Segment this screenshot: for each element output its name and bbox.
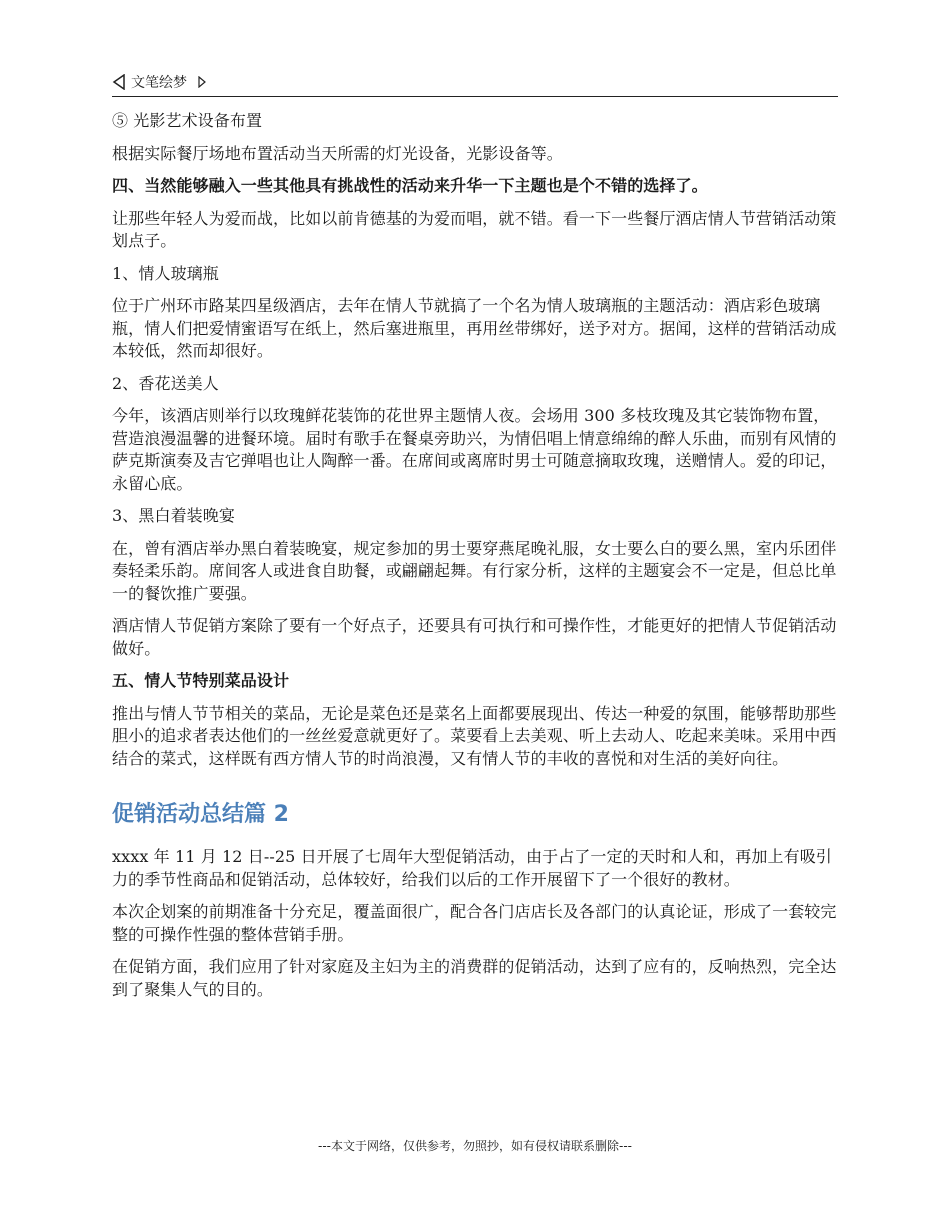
paragraph: xxxx 年 11 月 12 日--25 日开展了七周年大型促销活动，由于占了一定的天时和人和，再加上有吸引力的季节性商品和促销活动，总体较好，给我们以后的工作开展留下了一个很好的教材。	[112, 847, 832, 889]
paragraph: 本次企划案的前期准备十分充足，覆盖面很广，配合各门店店长及各部门的认真论证，形成了一套较完整的可操作性强的整体营销手册。	[112, 902, 837, 944]
paragraph: 根据实际餐厅场地布置活动当天所需的灯光设备，光影设备等。	[112, 143, 563, 163]
right-triangle-icon	[197, 76, 207, 88]
section-heading: 五、情人节特别菜品设计	[112, 671, 290, 690]
section-two-paragraphs	[112, 846, 842, 1001]
paragraph: 位于广州环市路某四星级酒店，去年在情人节就搞了一个名为情人玻璃瓶的主题活动：酒店彩色玻璃瓶，情人们把爱情蜜语写在纸上，然后塞进瓶里，再用丝带绑好，送予对方。据闻，这样的营销活动成本较低，然而却很好。	[112, 296, 837, 360]
brand-logo	[112, 72, 212, 92]
paragraph: 2、香花送美人	[112, 373, 219, 393]
section-title: 促销活动总结篇 2	[112, 802, 289, 827]
paragraph: 1、情人玻璃瓶	[112, 263, 219, 283]
paragraph: 3、黑白着装晚宴	[112, 506, 235, 525]
paragraph: ⑤ 光影艺术设备布置	[112, 111, 263, 130]
paragraph: 在，曾有酒店举办黑白着装晚宴，规定参加的男士要穿燕尾晚礼服，女士要么白的要么黑，室内乐团伴奏轻柔乐韵。席间客人或进食自助餐，或翩翩起舞。有行家分析，这样的主题宴会不一定是，但总比单一的餐饮推广要强。	[112, 538, 837, 603]
paragraph: 在促销方面，我们应用了针对家庭及主妇为主的消费群的促销活动，达到了应有的，反响热烈，完全达到了聚集人气的目的。	[112, 957, 837, 999]
page-header	[112, 70, 838, 97]
paragraph: 推出与情人节节相关的菜品，无论是菜色还是菜名上面都要展现出、传达一种爱的氛围，能够帮助那些胆小的追求者表达他们的一丝丝爱意就更好了。菜要看上去美观、听上去动人、吃起来美味。采用中西结合的菜式，这样既有西方情人节的时尚浪漫，又有情人节的丰收的喜悦和对生活的美好向往。	[112, 703, 837, 768]
section-heading: 四、当然能够融入一些其他具有挑战性的活动来升华一下主题也是个不错的选择了。	[112, 176, 708, 195]
document-body	[112, 110, 842, 1011]
page-footer: ---本文于网络，仅供参考，勿照抄，如有侵权请联系删除---	[318, 1139, 632, 1153]
brand-name: 文笔绘梦	[131, 75, 187, 91]
paragraph: 今年，该酒店则举行以玫瑰鲜花装饰的花世界主题情人夜。会场用 300 多枝玫瑰及其它装饰物布置，营造浪漫温馨的进餐环境。届时有歌手在餐桌旁助兴，为情侣唱上情意绵绵的醉人乐曲，而别有风情的萨克斯演奏及吉它弹唱也让人陶醉一番。在席间或离席时男士可随意摘取玫瑰，送赠情人。爱的印记，永留心底。	[112, 406, 837, 493]
paragraph: 酒店情人节促销方案除了要有一个好点子，还要具有可执行和可操作性，才能更好的把情人节促销活动做好。	[112, 616, 837, 658]
section-one-paragraphs	[112, 110, 842, 770]
paragraph: 让那些年轻人为爱而战，比如以前肯德基的为爱而唱，就不错。看一下一些餐厅酒店情人节营销活动策划点子。	[112, 208, 837, 250]
left-triangle-icon	[112, 74, 126, 90]
